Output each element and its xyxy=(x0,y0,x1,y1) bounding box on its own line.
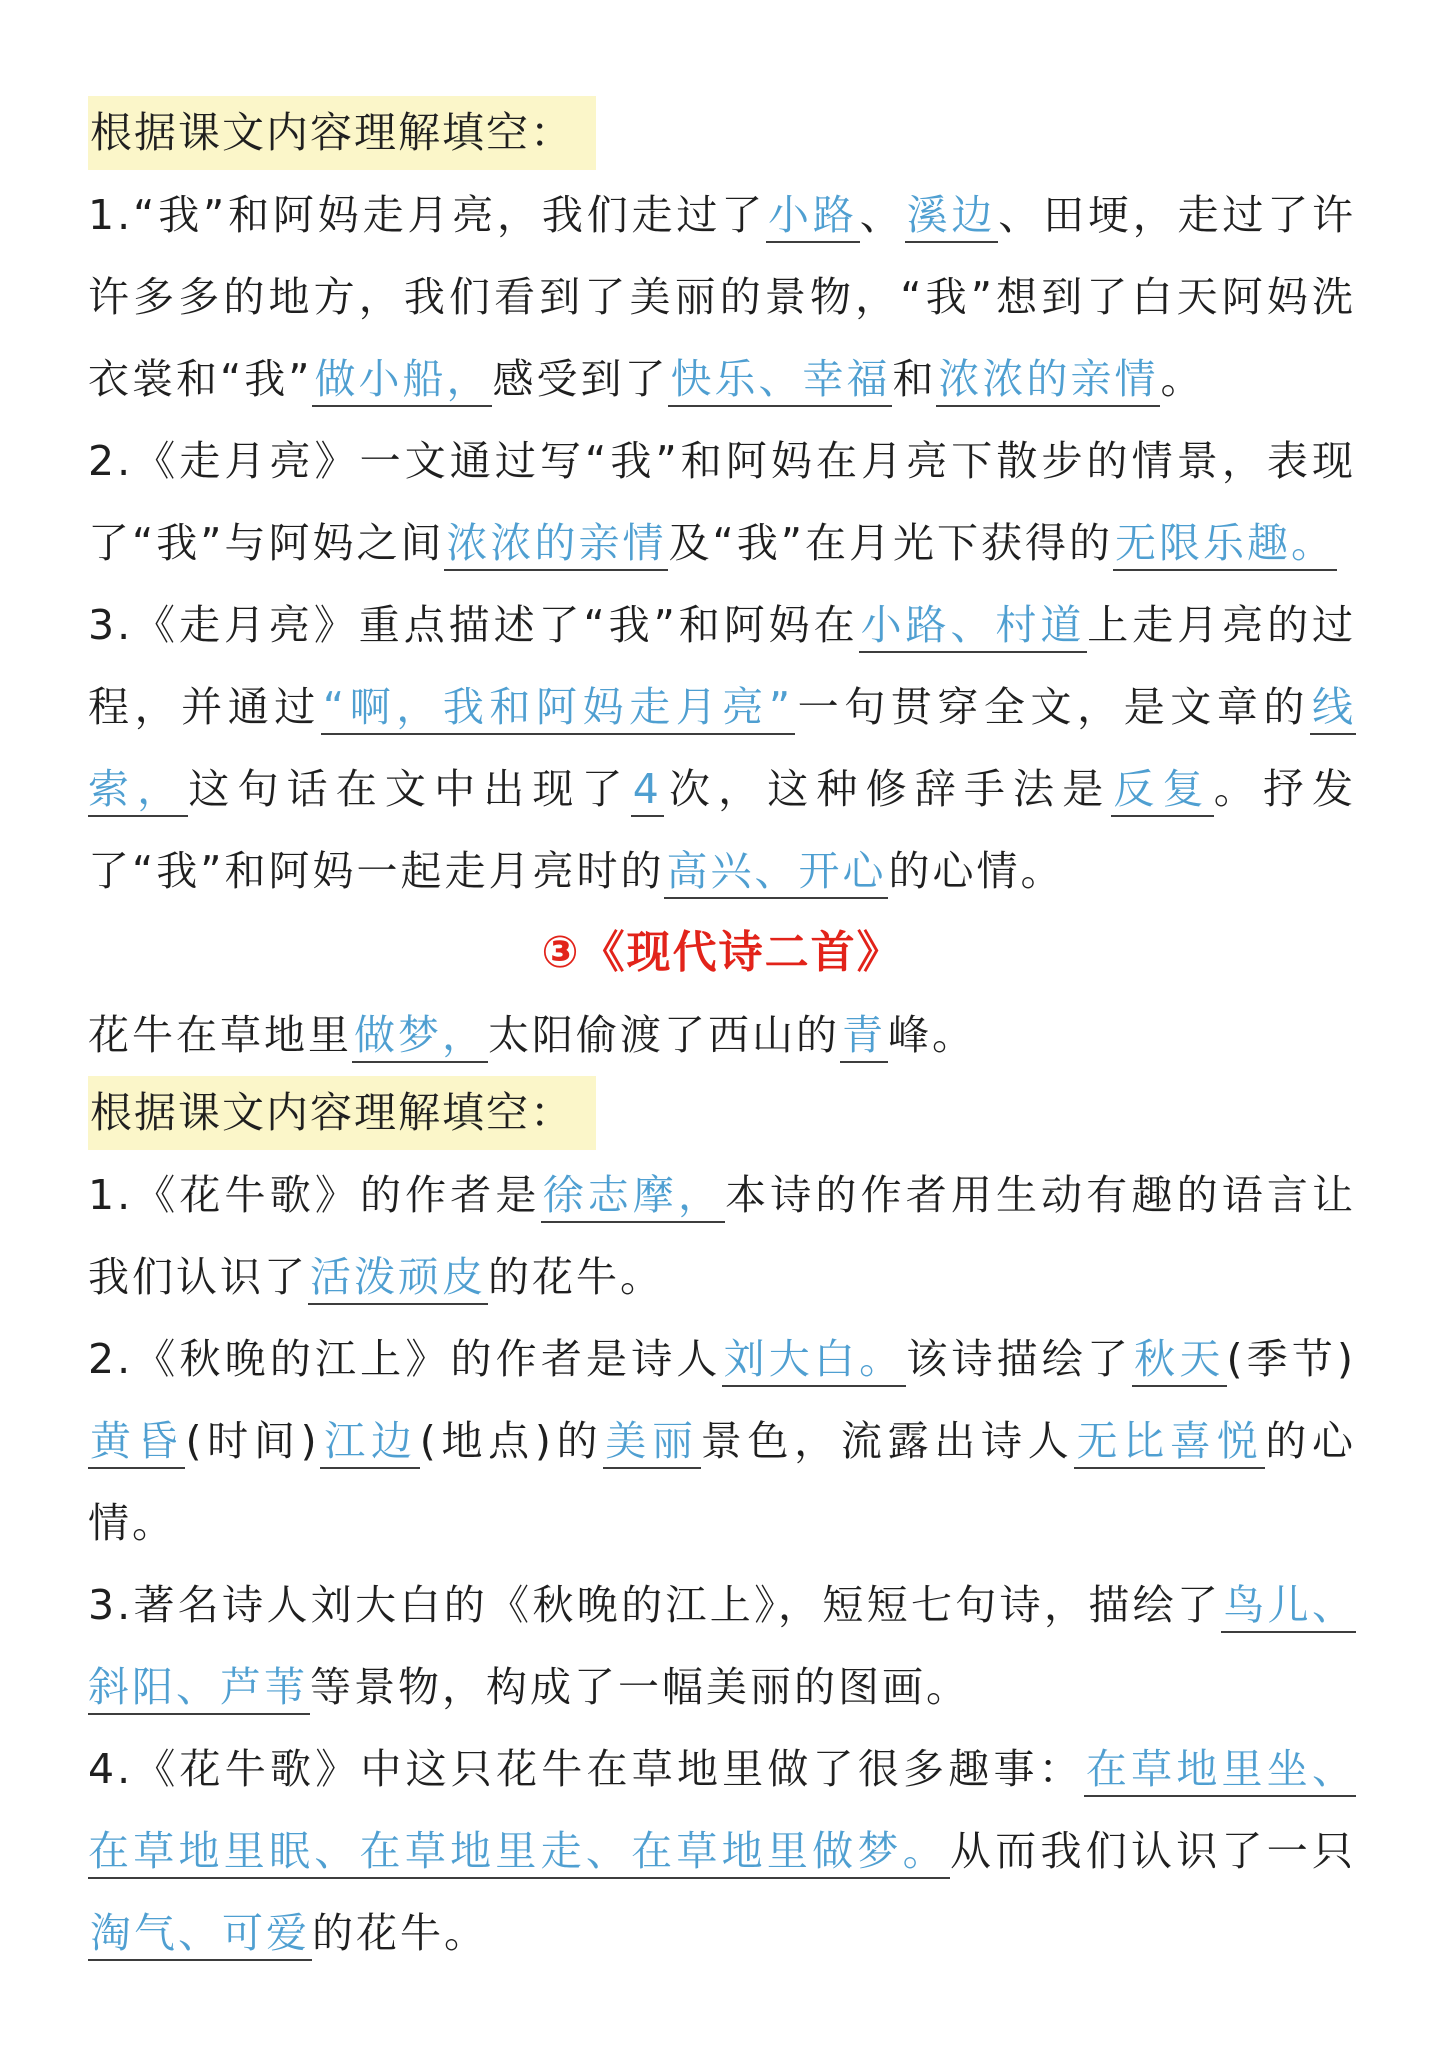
question-text: 这句话在文中出现了 xyxy=(188,765,631,813)
answer-blank: 鸟儿、斜阳、芦苇 xyxy=(88,1581,1356,1715)
answer-blank: 做小船， xyxy=(312,355,492,407)
question-text: 及“我”在月光下获得的 xyxy=(668,519,1113,567)
question-text: 、田埂，走过了许许多多的地方，我们看到了美丽的景物，“我”想到了白天阿妈洗衣裳和“我” xyxy=(88,191,1357,403)
fill-in-question xyxy=(88,1728,1356,1974)
question-text: 从而我们认识了一只 xyxy=(949,1827,1357,1875)
question-text: 、 xyxy=(859,191,905,239)
question-text: 的花牛。 xyxy=(312,1909,488,1957)
question-text: (季节) xyxy=(1226,1335,1357,1383)
question-text: 本诗的作者用生动有趣的语言让我们认识了 xyxy=(88,1171,1357,1301)
answer-blank: 浓浓的亲情 xyxy=(444,519,668,571)
question-text: 等景物，构成了一幅美丽的图画。 xyxy=(310,1663,970,1711)
question-text: 感受到了 xyxy=(492,355,669,403)
question-text: 太阳偷渡了西山的 xyxy=(488,1011,840,1059)
question-text: 上走月亮的过程，并通过 xyxy=(88,601,1357,731)
answer-blank: 秋天 xyxy=(1132,1335,1226,1387)
answer-blank: “啊，我和阿妈走月亮” xyxy=(321,683,795,735)
question-text: 2.《秋晚的江上》的作者是诗人 xyxy=(88,1335,722,1383)
answer-blank: 小路、村道 xyxy=(859,601,1088,653)
question-text: (时间) xyxy=(185,1417,320,1465)
answer-blank: 淘气、可爱 xyxy=(88,1909,312,1961)
question-text: 。 xyxy=(1160,355,1205,403)
answer-blank: 江边 xyxy=(320,1417,420,1469)
question-text: 4.《花牛歌》中这只花牛在草地里做了很多趣事： xyxy=(88,1745,1084,1793)
question-text: 的花牛。 xyxy=(488,1253,664,1301)
question-text: (地点)的 xyxy=(419,1417,604,1465)
question-text: 3.著名诗人刘大白的《秋晚的江上》，短短七句诗，描绘了 xyxy=(88,1581,1222,1629)
question-text: 1.《花牛歌》的作者是 xyxy=(88,1171,541,1219)
section-zouyueliang xyxy=(88,96,1356,912)
poem-intro-line xyxy=(88,994,1356,1076)
answer-blank: 快乐、幸福 xyxy=(668,355,892,407)
fill-in-question xyxy=(88,584,1356,912)
answer-blank: 青 xyxy=(840,1011,888,1063)
question-text: 2.《走月亮》一文通过写“我”和阿妈在月亮下散步的情景，表现了“我”与阿妈之间 xyxy=(88,437,1356,567)
question-text: 。抒发了“我”和阿妈一起走月亮时的 xyxy=(88,765,1356,895)
answer-blank: 浓浓的亲情 xyxy=(936,355,1160,407)
section-paragraphs xyxy=(88,174,1356,912)
question-text: 一句贯穿全文，是文章的 xyxy=(795,683,1311,731)
fill-in-question xyxy=(88,420,1356,584)
section-title: ③《现代诗二首》 xyxy=(541,927,903,978)
question-text: 该诗描绘了 xyxy=(906,1335,1133,1383)
fill-in-question xyxy=(88,1564,1356,1728)
answer-blank: 徐志摩， xyxy=(541,1171,726,1223)
answer-blank: 溪边 xyxy=(905,191,999,243)
fill-in-question xyxy=(88,174,1356,420)
question-text: 的心情。 xyxy=(88,1417,1357,1547)
answer-blank: 刘大白。 xyxy=(722,1335,907,1387)
answer-blank: 无限乐趣。 xyxy=(1113,519,1337,571)
question-text: 花牛在草地里 xyxy=(88,1011,352,1059)
question-text: 的心情。 xyxy=(888,847,1065,895)
answer-blank: 反复 xyxy=(1111,765,1213,817)
answer-blank: 4 xyxy=(631,765,664,817)
answer-blank: 高兴、开心 xyxy=(664,847,888,899)
section-paragraphs xyxy=(88,1154,1356,1974)
question-text: 3.《走月亮》重点描述了“我”和阿妈在 xyxy=(88,601,859,649)
fill-in-question xyxy=(88,1318,1356,1564)
answer-blank: 美丽 xyxy=(603,1417,700,1469)
answer-blank: 在草地里坐、在草地里眠、在草地里走、在草地里做梦。 xyxy=(88,1745,1356,1879)
section-heading: 根据课文内容理解填空： xyxy=(88,96,596,170)
question-text: 和 xyxy=(892,355,937,403)
question-text: 1.“我”和阿妈走月亮，我们走过了 xyxy=(88,191,767,239)
answer-blank: 做梦， xyxy=(352,1011,488,1063)
answer-blank: 活泼顽皮 xyxy=(308,1253,488,1305)
section-modern-poems xyxy=(88,912,1356,1974)
question-text: 峰。 xyxy=(888,1011,976,1059)
answer-blank: 黄昏 xyxy=(88,1417,185,1469)
question-text: 次，这种修辞手法是 xyxy=(663,765,1112,813)
fill-in-question xyxy=(88,1154,1356,1318)
question-text: 景色，流露出诗人 xyxy=(700,1417,1075,1465)
answer-blank: 线索， xyxy=(88,683,1356,817)
answer-blank: 无比喜悦 xyxy=(1074,1417,1265,1469)
answer-blank: 小路 xyxy=(766,191,860,243)
section-heading: 根据课文内容理解填空： xyxy=(88,1076,596,1150)
